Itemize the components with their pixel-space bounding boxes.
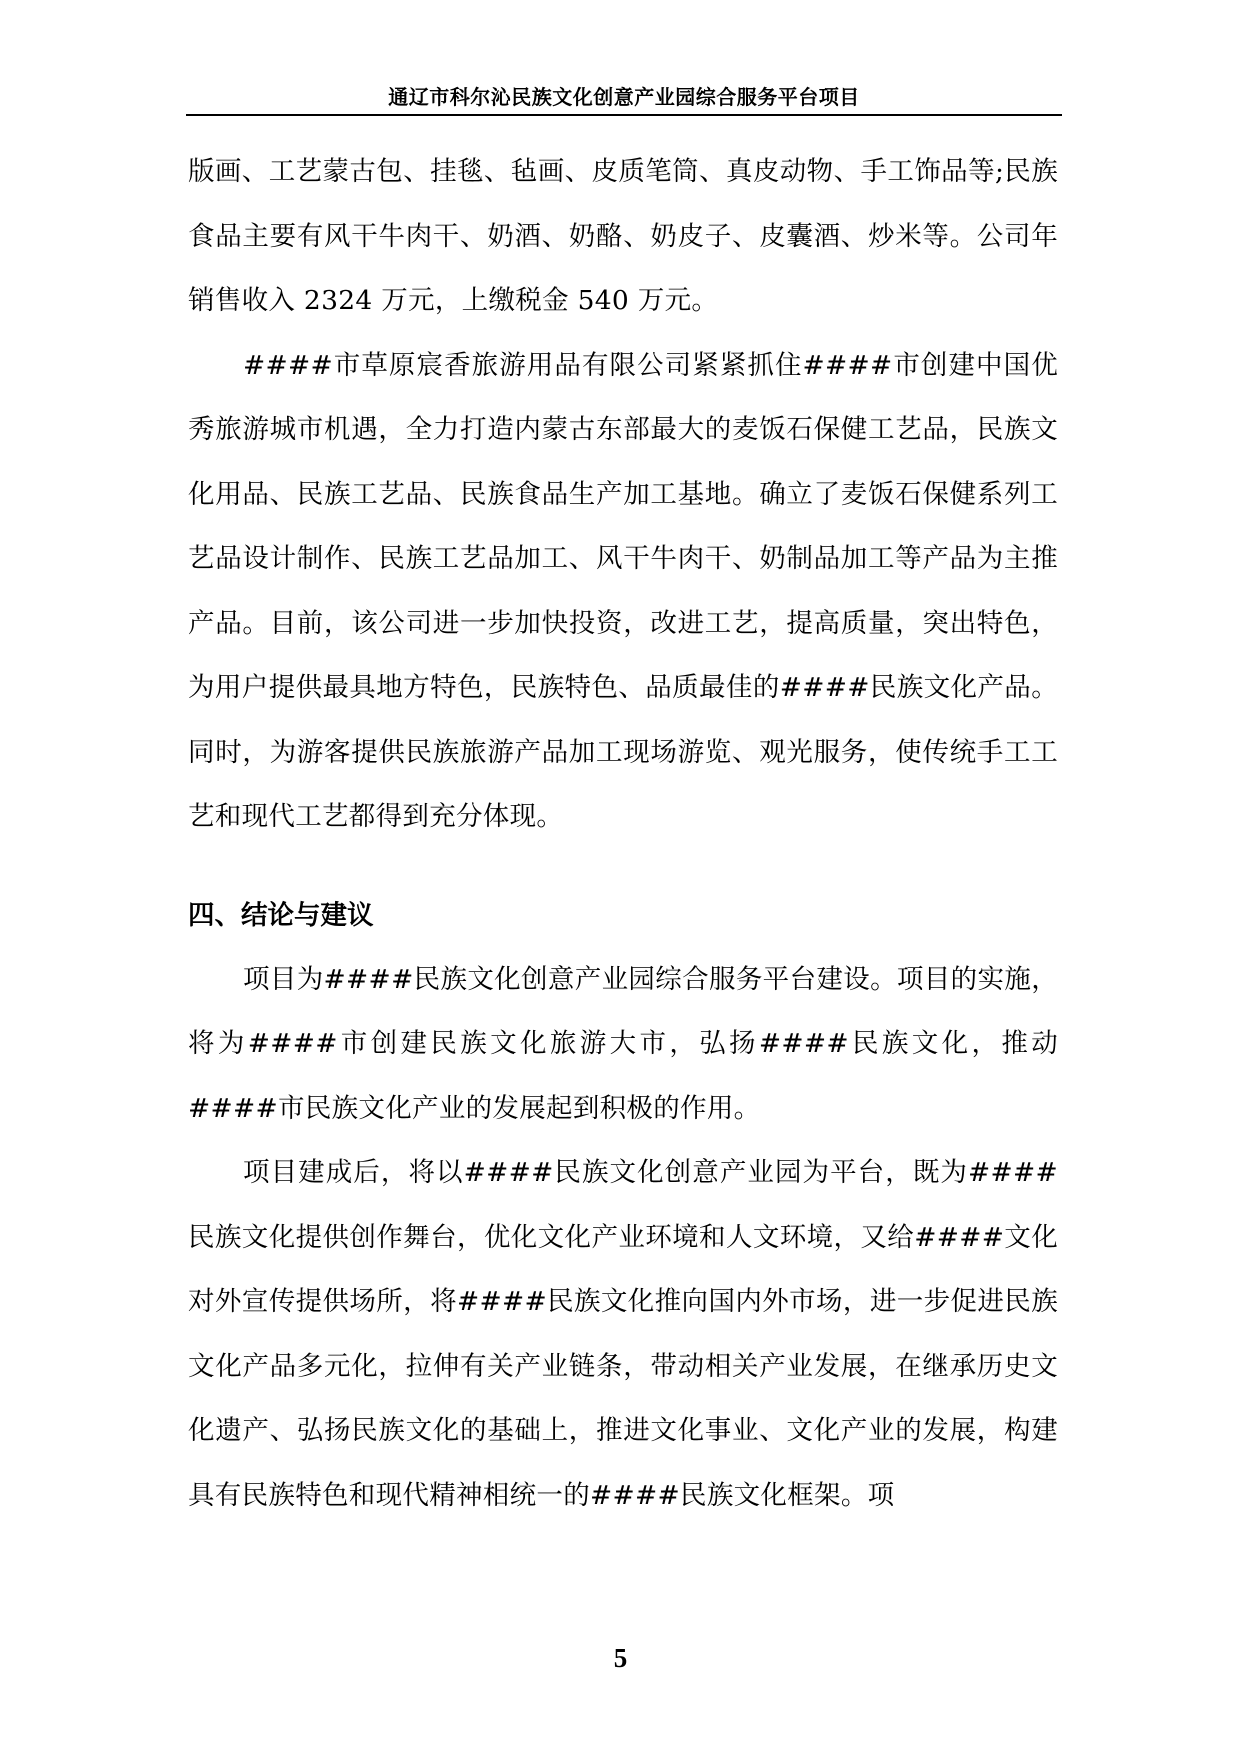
section-heading: 四、结论与建议: [188, 899, 374, 931]
header-divider: [186, 114, 1062, 116]
paragraph-company-profile: ####市草原宸香旅游用品有限公司紧紧抓住####市创建中国优秀旅游城市机遇，全力打造内蒙古东部最大的麦饭石保健工艺品，民族文化用品、民族工艺品、民族食品生产加工基地。确立了麦饭石保健系列工艺品设计制作、民族工艺品加工、风干牛肉干、奶制品加工等产品为主推产品。目前，该公司进一步加快投资，改进工艺，提高质量，突出特色，为用户提供最具地方特色，民族特色、品质最佳的####民族文化产品。同时，为游客提供民族旅游产品加工现场游览、观光服务，使传统手工工艺和现代工艺都得到充分体现。: [188, 349, 1058, 832]
paragraph-continued: 版画、工艺蒙古包、挂毯、毡画、皮质笔筒、真皮动物、手工饰品等;民族食品主要有风干牛肉干、奶酒、奶酪、奶皮子、皮囊酒、炒米等。公司年销售收入 2324 万元，上缴税金 540 万元。: [188, 156, 1058, 316]
page-number: 5: [613, 1643, 628, 1673]
page-header-title: 通辽市科尔沁民族文化创意产业园综合服务平台项目: [388, 85, 860, 109]
document-body: [188, 140, 1058, 1528]
paragraph-conclusion-2: 项目建成后，将以####民族文化创意产业园为平台，既为####民族文化提供创作舞台，优化文化产业环境和人文环境，又给####文化对外宣传提供场所，将####民族文化推向国内外市场，进一步促进民族文化产品多元化，拉伸有关产业链条，带动相关产业发展，在继承历史文化遗产、弘扬民族文化的基础上，推进文化事业、文化产业的发展，构建具有民族特色和现代精神相统一的####民族文化框架。项: [188, 1157, 1058, 1511]
paragraph-conclusion-1: 项目为####民族文化创意产业园综合服务平台建设。项目的实施，将为####市创建民族文化旅游大市，弘扬####民族文化，推动####市民族文化产业的发展起到积极的作用。: [188, 963, 1058, 1124]
